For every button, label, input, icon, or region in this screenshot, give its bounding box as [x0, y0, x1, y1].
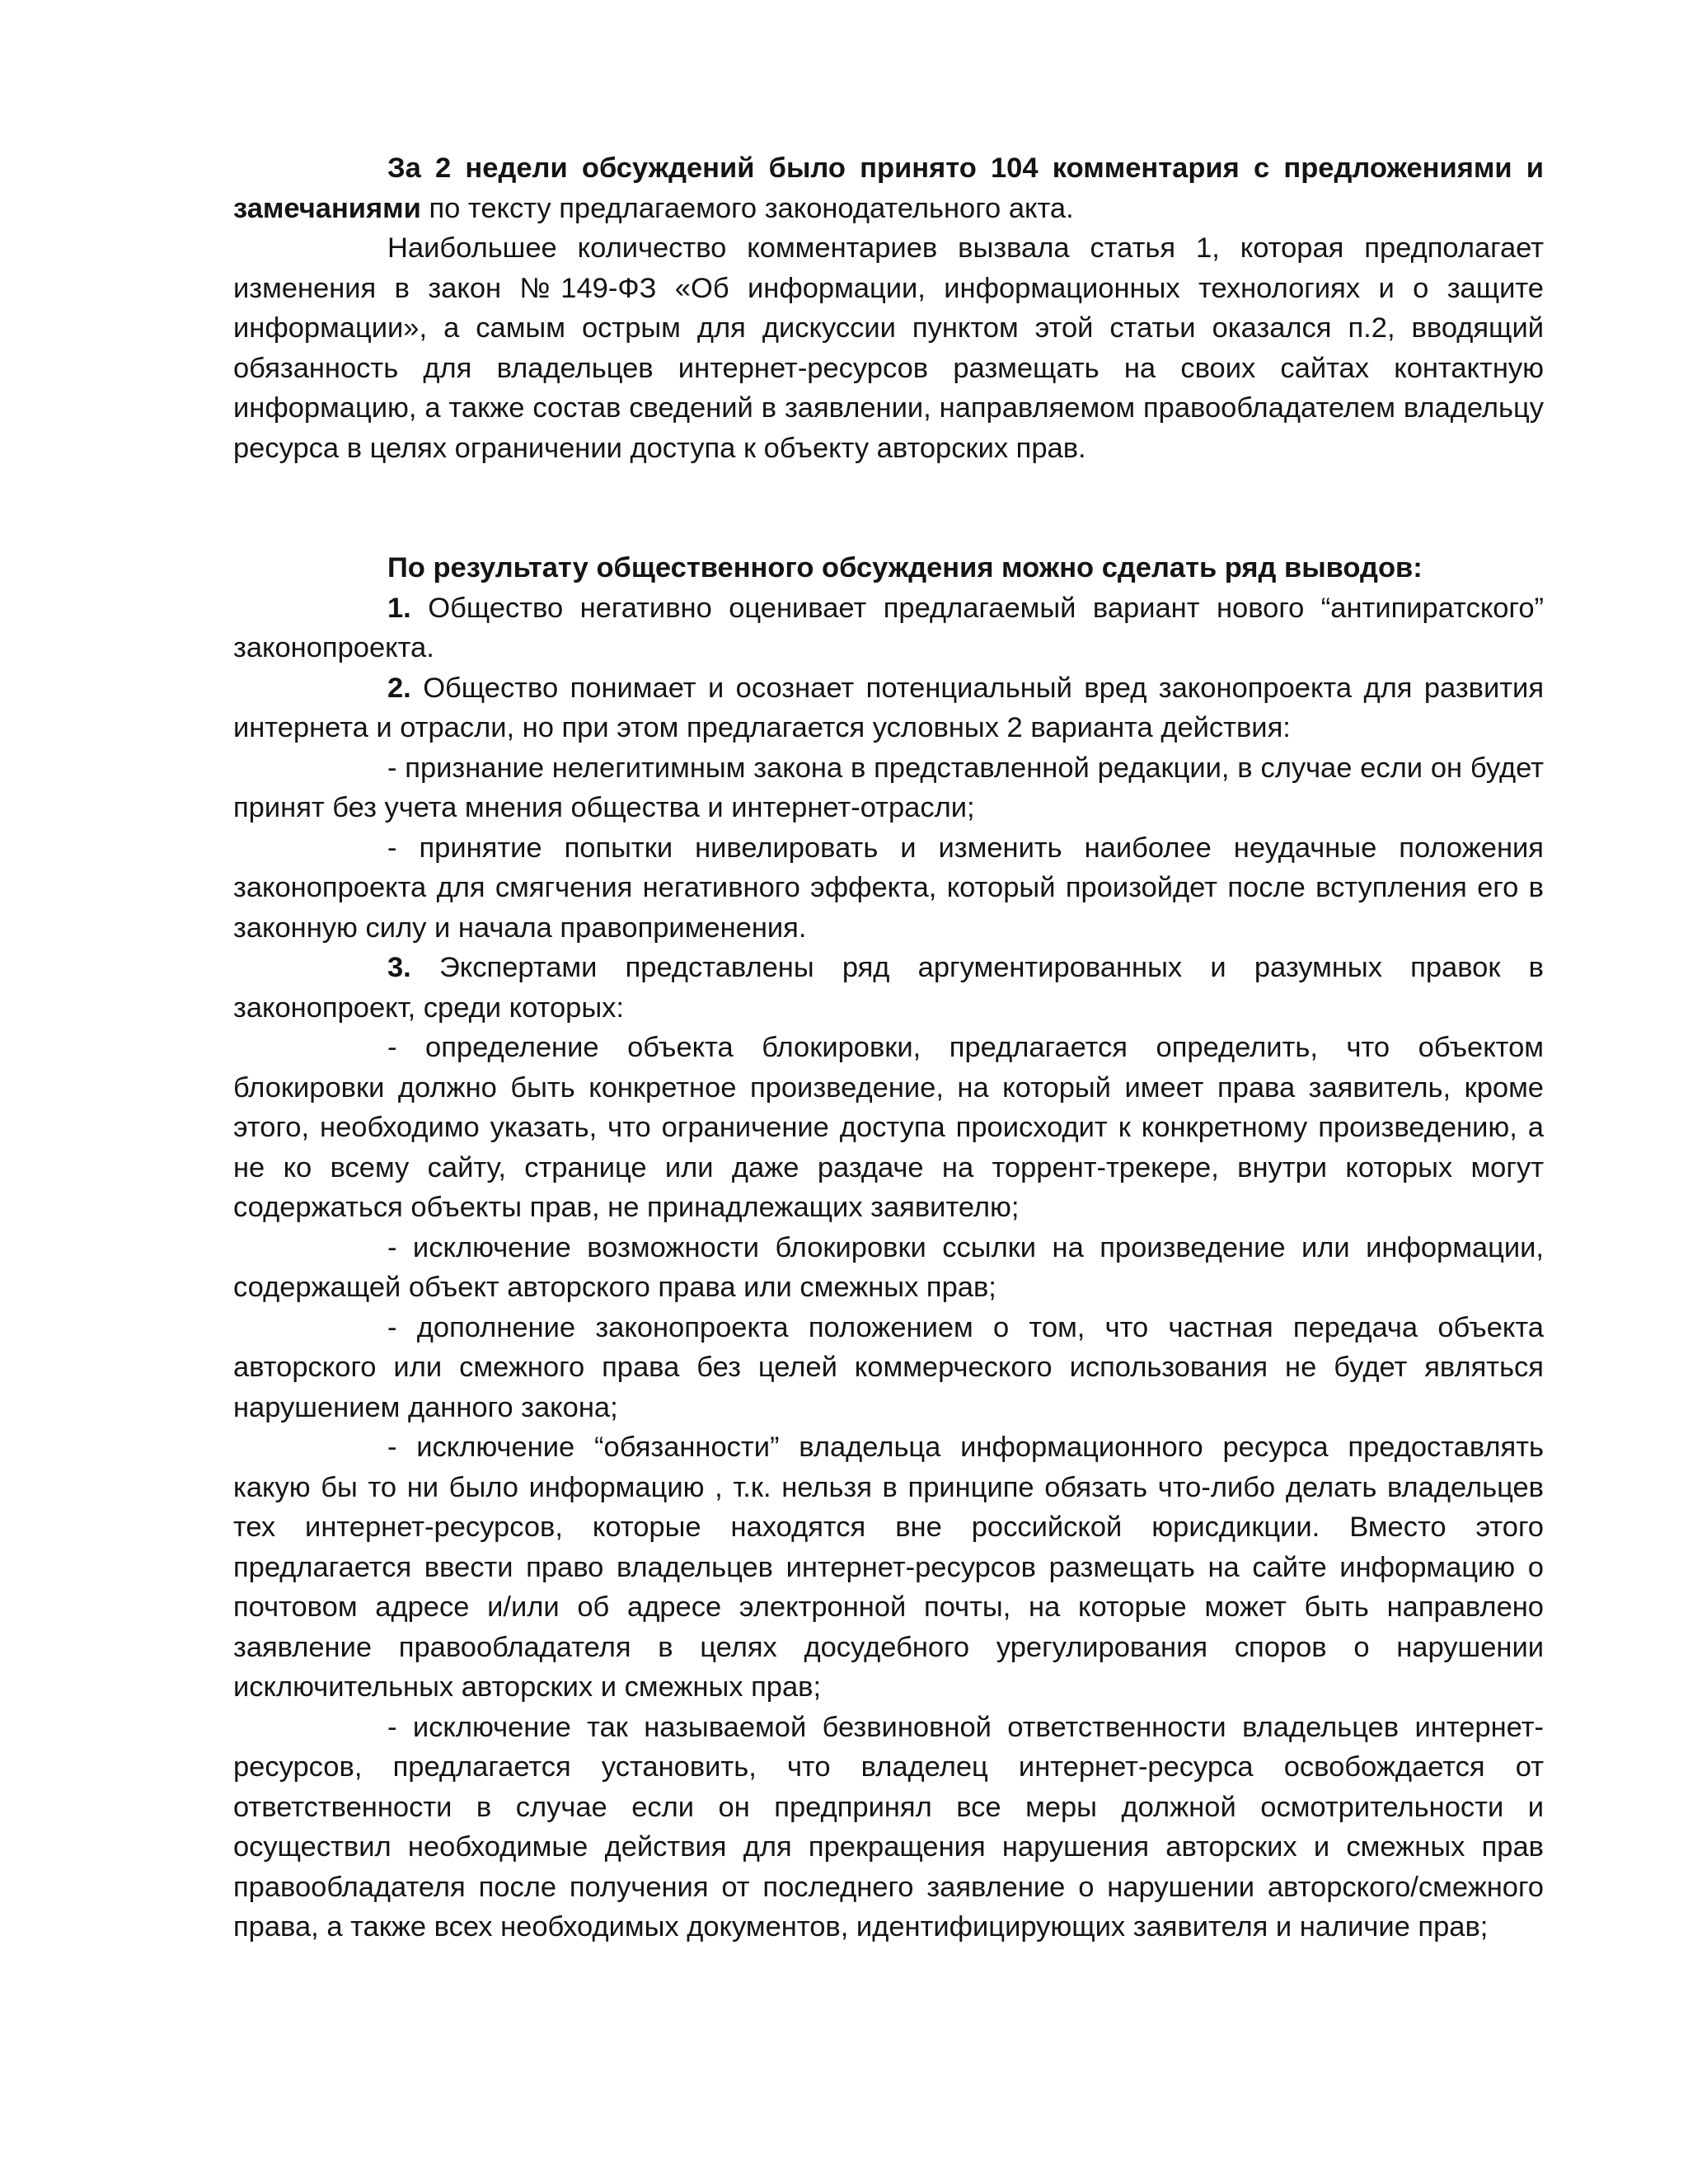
- amendment-blocking-object: - определение объекта блокировки, предлагается определить, что объектом блокировки должно быть конкретное произведение, на который имеет права заявитель, кроме этого, необходимо указать, что ограничение доступа происходит к конкретному произведению, а не ко всему сайту, странице или даже раздаче на торрент-трекере, внутри которых могут содержаться объекты прав, не принадлежащих заявителю;: [233, 1032, 1544, 1223]
- document-page: [233, 148, 1544, 1947]
- conclusion-item-number: 2.: [387, 672, 411, 704]
- item-2-option-2: - принятие попытки нивелировать и изменить наиболее неудачные положения законопроекта для смягчения негативного эффекта, который произойдет после вступления его в законную силу и начала правоприменения.: [233, 832, 1544, 944]
- conclusion-item-2: [233, 668, 1544, 748]
- conclusion-item-text: Общество понимает и осознает потенциальный вред законопроекта для развития интернета и отрасли, но при этом предлагается условных 2 варианта действия:: [233, 672, 1544, 743]
- conclusion-item-3: [233, 948, 1544, 1028]
- amendment-link-blocking: - исключение возможности блокировки ссылки на произведение или информации, содержащей объект авторского права или смежных прав;: [233, 1231, 1544, 1303]
- amendment-no-fault-liability: - исключение так называемой безвиновной ответственности владельцев интернет-ресурсов, предлагается установить, что владелец интернет-ресурса освобождается от ответственности в случае если он предпринял все меры должной осмотрительности и осуществил необходимые действия для прекращения нарушения авторских и смежных прав правообладателя после получения от последнего заявление о нарушении авторского/смежного права, а также всех необходимых документов, идентифицирующих заявителя и наличие прав;: [233, 1711, 1544, 1943]
- intro-rest: по тексту предлагаемого законодательного акта.: [420, 192, 1074, 224]
- amendment-owner-obligation: - исключение “обязанности” владельца информационного ресурса предоставлять какую бы то ни было информацию , т.к. нельзя в принципе обязать что-либо делать владельцев тех интернет-ресурсов, которые находятся вне российской юрисдикции. Вместо этого предлагается ввести право владельцев интернет-ресурсов размещать на сайте информацию о почтовом адресе и/или об адресе электронной почты, на которые может быть направлено заявление правообладателя в целях досудебного урегулирования споров о нарушении исключительных авторских и смежных прав;: [233, 1432, 1544, 1703]
- conclusions-heading: [233, 548, 1544, 588]
- conclusion-item-1: [233, 588, 1544, 668]
- item-2-option-1: - признание нелегитимным закона в представленной редакции, в случае если он будет принят без учета мнения общества и интернет-отрасли;: [233, 752, 1544, 823]
- conclusion-item-text: Общество негативно оценивает предлагаемый вариант нового “антипиратского” законопроекта.: [233, 592, 1544, 663]
- amendment-private-transfer: - дополнение законопроекта положением о том, что частная передача объекта авторского или смежного права без целей коммерческого использования не будет являться нарушением данного закона;: [233, 1311, 1544, 1423]
- conclusion-item-number: 3.: [387, 952, 411, 983]
- intro-paragraph: [233, 148, 1544, 228]
- conclusion-item-number: 1.: [387, 592, 411, 624]
- conclusion-item-text: Экспертами представлены ряд аргументированных и разумных правок в законопроект, среди которых:: [233, 952, 1544, 1024]
- conclusions-heading-text: По результату общественного обсуждения можно сделать ряд выводов:: [387, 552, 1423, 583]
- intro-bold-lead: За 2 недели обсуждений было принято 104 комментария с предложениями и замечаниями: [233, 152, 1544, 224]
- article-paragraph: Наибольшее количество комментариев вызвала статья 1, которая предполагает изменения в закон №149-ФЗ «Об информации, информационных технологиях и о защите информации», а самым острым для дискуссии пунктом этой статьи оказался п.2, вводящий обязанность для владельцев интернет-ресурсов размещать на своих сайтах контактную информацию, а также состав сведений в заявлении, направляемом правообладателем владельцу ресурса в целях ограничении доступа к объекту авторских прав.: [233, 232, 1544, 464]
